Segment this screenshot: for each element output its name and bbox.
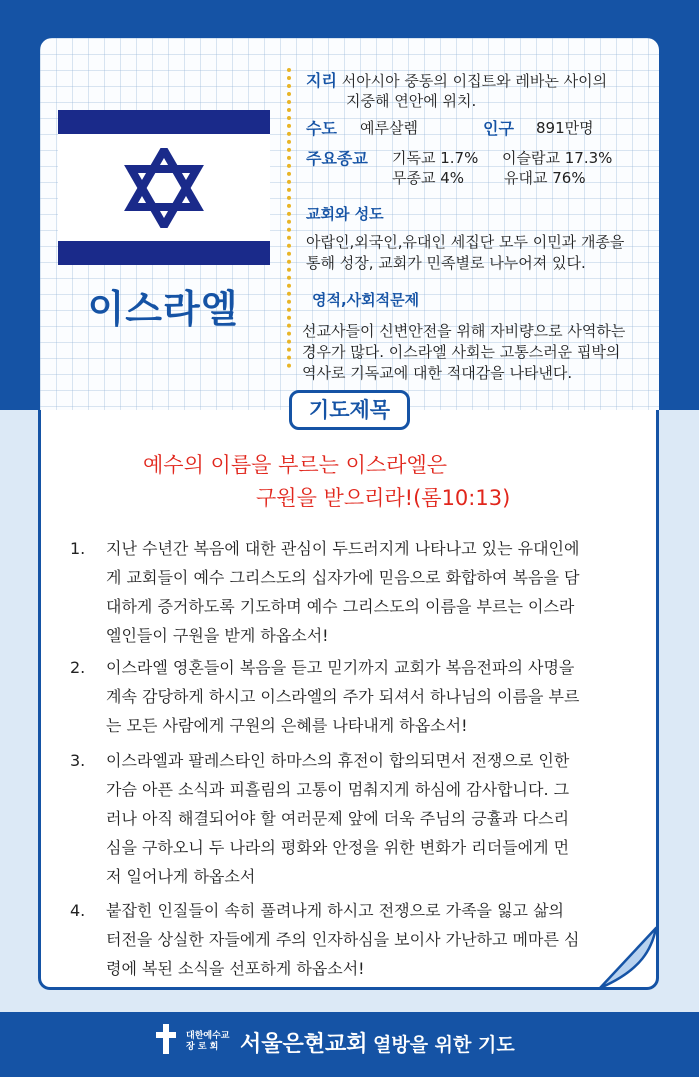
prayer-item-line: 이스라엘 영혼들이 복음을 듣고 믿기까지 교회가 복음전파의 사명을 <box>106 658 575 677</box>
verse-line2: 구원을 받으리라!(롬10:13) <box>256 486 511 510</box>
religion-judaism: 유대교 76% <box>504 169 586 187</box>
prayer-item-4 <box>70 896 630 986</box>
star-of-david-icon <box>124 148 204 228</box>
capital-label <box>306 118 337 140</box>
prayer-item-line: 는 모든 사람에게 구원의 은혜를 나타내게 하옵소서! <box>106 716 468 735</box>
info-divider-dotted <box>287 68 291 368</box>
issues-label-text: 영적,사회적문제 <box>312 291 420 309</box>
country-name-title: 이스라엘 <box>87 287 239 331</box>
population-label <box>483 118 514 140</box>
prayer-item-text <box>106 653 624 740</box>
religion-none: 무종교 4% <box>392 169 465 187</box>
cross-logo-icon <box>155 1022 177 1056</box>
prayer-item-line: 터전을 상실한 자들에게 주의 인자하심을 보이사 가난하고 메마른 심 <box>106 930 580 949</box>
denomination-label <box>186 1031 229 1053</box>
denomination-line2: 장 로 회 <box>186 1042 219 1052</box>
issues-text-line1: 선교사들이 신변안전을 위해 자비량으로 사역하는 <box>302 322 626 340</box>
church-label-text: 교회와 성도 <box>306 205 384 223</box>
prayer-item-line: 이스라엘과 팔레스타인 하마스의 휴전이 합의되면서 전쟁으로 인한 <box>106 751 570 770</box>
issues-label <box>312 290 419 311</box>
prayer-item-line: 저 일어나게 하옵소서 <box>106 867 256 886</box>
prayer-item-text <box>106 534 624 650</box>
prayer-item-line: 러나 아직 해결되어야 할 여러문제 앞에 더욱 주님의 긍휼과 다스리 <box>106 809 570 828</box>
religion-label <box>306 148 368 170</box>
geo-row <box>306 70 607 92</box>
population-value: 891만명 <box>536 119 594 137</box>
prayer-item-3 <box>70 746 630 896</box>
prayer-item-line: 심을 구하오니 두 나라의 평화와 안정을 위한 변화가 리더들에게 먼 <box>106 838 570 857</box>
footer-subtitle: 열방을 위한 기도 <box>373 1034 515 1056</box>
israel-flag-image <box>58 110 270 264</box>
country-info-card <box>40 38 659 418</box>
religion-label-text: 주요종교 <box>306 149 368 168</box>
prayer-item-number: 1. <box>70 539 86 558</box>
flag-bottom-stripe <box>58 241 270 265</box>
issues-text-line3: 역사로 기독교에 대한 적대감을 나타낸다. <box>302 364 573 382</box>
prayer-item-number: 3. <box>70 751 86 770</box>
church-label <box>306 204 384 225</box>
church-text-line2: 통해 성장, 교회가 민족별로 나누어져 있다. <box>306 254 586 272</box>
geo-label: 지리 <box>306 71 337 90</box>
prayer-title: 기도제목 <box>289 390 410 430</box>
church-text-line1: 아랍인,외국인,유대인 세집단 모두 이민과 개종을 <box>306 233 625 251</box>
religion-christian: 기독교 1.7% <box>392 149 479 167</box>
denomination-line1: 대한예수교 <box>186 1031 230 1041</box>
church-name: 서울은현교회 <box>240 1032 368 1057</box>
flag-top-stripe <box>58 110 270 134</box>
prayer-item-1 <box>70 534 630 654</box>
prayer-item-2 <box>70 653 630 743</box>
prayer-item-number: 4. <box>70 901 86 920</box>
prayer-item-line: 엘인들이 구원을 받게 하옵소서! <box>106 626 329 645</box>
prayer-item-line: 가슴 아픈 소식과 피흘림의 고통이 멈춰지게 하심에 감사합니다. 그 <box>106 780 570 799</box>
geo-text-line1: 서아시아 중동의 이집트와 레바논 사이의 <box>341 72 608 90</box>
prayer-item-line: 지난 수년간 복음에 대한 관심이 두드러지게 나타나고 있는 유대인에 <box>106 539 580 558</box>
prayer-item-text <box>106 746 624 891</box>
religion-islam: 이슬람교 17.3% <box>502 149 613 167</box>
capital-value: 예루살렘 <box>360 119 418 137</box>
prayer-item-line: 게 교회들이 예수 그리스도의 십자가에 믿음으로 화합하여 복음을 담 <box>106 568 580 587</box>
prayer-item-line: 령에 복된 소식을 선포하게 하옵소서! <box>106 959 365 978</box>
prayer-item-line: 대하게 증거하도록 기도하며 예수 그리스도의 이름을 부르는 이스라 <box>106 597 575 616</box>
page-curl-decoration <box>596 926 660 990</box>
population-label-text: 인구 <box>483 119 514 138</box>
prayer-item-line: 붙잡힌 인질들이 속히 풀려나게 하시고 전쟁으로 가족을 잃고 삶의 <box>106 901 565 920</box>
geo-text-line2: 지중해 연안에 위치. <box>346 92 477 110</box>
prayer-item-text <box>106 896 624 983</box>
issues-text-line2: 경우가 많다. 이스라엘 사회는 고통스러운 핍박의 <box>302 343 621 361</box>
verse-line1: 예수의 이름을 부르는 이스라엘은 <box>143 453 448 477</box>
capital-label-text: 수도 <box>306 119 337 138</box>
prayer-item-number: 2. <box>70 658 86 677</box>
prayer-item-line: 계속 감당하게 하시고 이스라엘의 주가 되셔서 하나님의 이름을 부르 <box>106 687 580 706</box>
